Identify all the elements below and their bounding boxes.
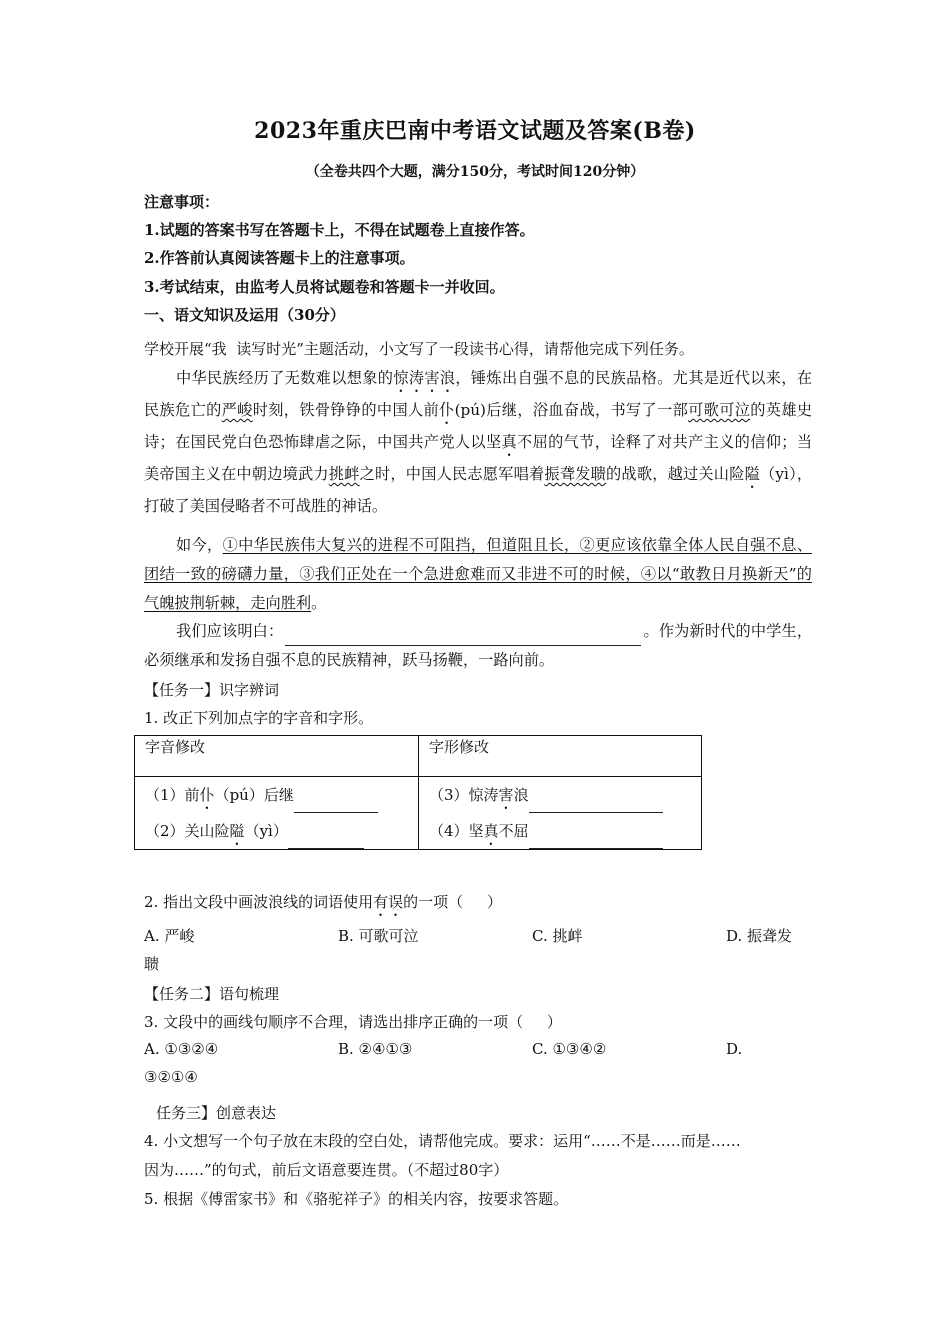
answer-blank[interactable]	[529, 796, 663, 813]
dotted-char: 隘	[744, 465, 761, 483]
option-b[interactable]: B. ②④①③	[338, 1040, 413, 1058]
question-4-line-2: 因为……”的句式，前后文语意要连贯。（不超过80字）	[144, 1161, 509, 1179]
table-item-2: （2）关山险隘（yì）	[145, 813, 418, 849]
table-item-4: （4）坚真不屈	[429, 813, 701, 849]
page-subtitle: （全卷共四个大题，满分150分，考试时间120分钟）	[305, 164, 645, 180]
notice-item-2: 2.作答前认真阅读答题卡上的注意事项。	[144, 249, 415, 267]
wavy-word: 振聋发聩	[544, 465, 607, 483]
notice-item-3: 3.考试结束，由监考人员将试题卷和答题卡一并收回。	[144, 278, 505, 296]
task1-heading: 【任务一】识字辨词	[144, 681, 280, 699]
answer-blank[interactable]	[294, 796, 378, 813]
dotted-char: 仆	[439, 401, 455, 419]
option-a[interactable]: A. 严峻	[144, 927, 195, 945]
underlined-sentences: ①中华民族伟大复兴的进程不可阻挡，但道阻且长，②更应该依靠全体人民自强不息、团结一致的磅礴力量，③我们正处在一个急进愈难而又非进不可的时候，④以“敢教日月换新天”的气魄披荆斩棘，走向胜利	[144, 536, 813, 612]
answer-blank[interactable]	[285, 627, 641, 646]
task2-heading: 【任务二】语句梳理	[144, 985, 280, 1003]
option-d[interactable]: D. 振聋发	[726, 927, 793, 945]
correction-table	[134, 735, 702, 850]
passage-paragraph-1: 中华民族经历了无数难以想象的惊涛害浪，锤炼出自强不息的民族品格。尤其是近代以来，在民族危亡的严峻时刻，铁骨铮铮的中国人前仆(pú)后继，浴血奋战，书写了一部可歌可泣的英雄史诗；在国民党白色恐怖肆虐之际，中国共产党人以坚真不屈的气节，诠释了对共产主义的信仰；当美帝国主义在中朝边境武力挑衅之时，中国人民志愿军唱着振聋发聩的战歌，越过关山险隘（yì），打破了美国侵略者不可战胜的神话。	[144, 369, 813, 515]
question-5: 5. 根据《傅雷家书》和《骆驼祥子》的相关内容，按要求答题。	[144, 1190, 569, 1208]
answer-blank[interactable]	[529, 832, 663, 849]
question-3: 3. 文段中的画线句顺序不合理，请选出排序正确的一项（ ）	[144, 1013, 562, 1031]
character-cell	[419, 777, 702, 850]
option-c[interactable]: C. ①③④②	[532, 1040, 607, 1058]
notice-heading: 注意事项：	[144, 193, 220, 211]
option-d-wrap: ③②①④	[144, 1068, 198, 1086]
notice-item-1: 1.试题的答案书写在答题卡上，不得在试题卷上直接作答。	[144, 221, 535, 239]
passage-paragraph-3: 我们应该明白： 。作为新时代的中学生，必须继承和发扬自强不息的民族精神，跃马扬鞭，一路向前。	[144, 622, 813, 669]
question-1: 1. 改正下列加点字的字音和字形。	[144, 709, 374, 727]
dotted-char: 真	[501, 433, 518, 451]
table-item-1: （1）前仆（pú）后继	[145, 777, 418, 813]
question-2: 2. 指出文段中画波浪线的词语使用有误的一项（ ）	[144, 893, 502, 911]
answer-blank[interactable]	[288, 832, 364, 849]
passage-paragraph-2: 如今，①中华民族伟大复兴的进程不可阻挡，但道阻且长，②更应该依靠全体人民自强不息、团结一致的磅礴力量，③我们正处在一个急进愈难而又非进不可的时候，④以“敢教日月换新天”的气魄披荆斩棘，走向胜利。	[144, 536, 813, 612]
question-4-line-1: 4. 小文想写一个句子放在末段的空白处，请帮他完成。要求：运用“……不是……而是……	[144, 1132, 741, 1150]
option-c[interactable]: C. 挑衅	[532, 927, 583, 945]
option-b[interactable]: B. 可歌可泣	[338, 927, 419, 945]
option-d[interactable]: D.	[726, 1040, 743, 1058]
section-heading: 一、语文知识及运用（30分）	[144, 306, 345, 324]
table-item-3: （3）惊涛害浪	[429, 777, 701, 813]
table-header-character: 字形修改	[419, 736, 702, 777]
wavy-word: 挑衅	[328, 465, 360, 483]
wavy-word: 可歌可泣	[688, 401, 751, 419]
task3-heading: 任务三】创意表达	[156, 1104, 277, 1122]
intro-text: 学校开展“我 读写时光”主题活动，小文写了一段读书心得，请帮他完成下列任务。	[144, 340, 694, 358]
option-a[interactable]: A. ①③②④	[144, 1040, 219, 1058]
wavy-word: 严峻	[221, 401, 253, 419]
page-title: 2023年重庆巴南中考语文试题及答案(B卷)	[254, 118, 696, 144]
option-d-wrap: 聩	[144, 955, 160, 973]
table-header-pronunciation: 字音修改	[135, 736, 419, 777]
pronunciation-cell	[135, 777, 419, 850]
dotted-word: 惊涛害浪	[393, 369, 456, 387]
